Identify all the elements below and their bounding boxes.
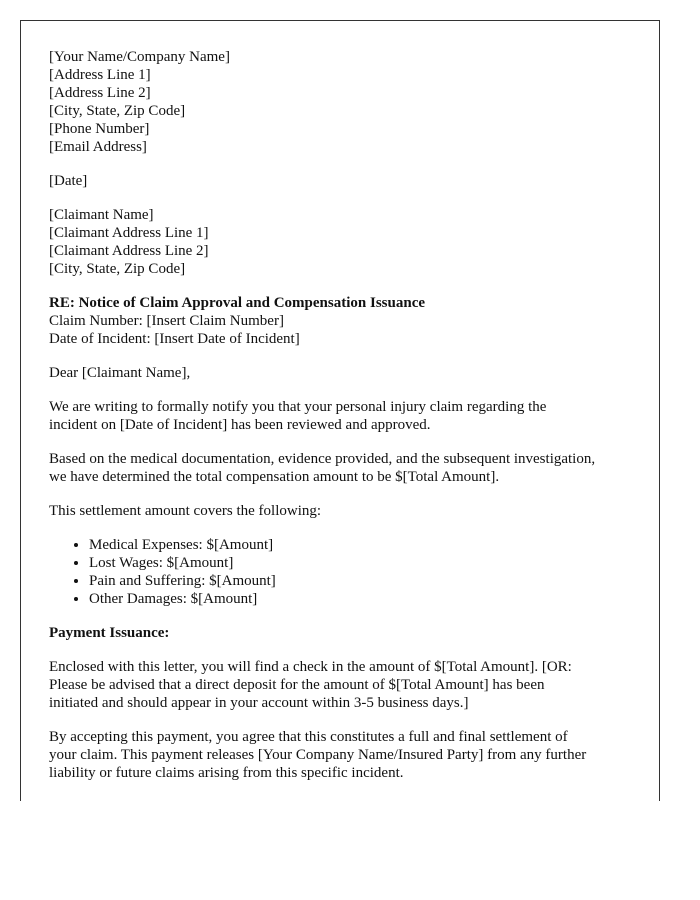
text-line: liability or future claims arising from this specific incident. xyxy=(49,765,404,781)
text-line: By accepting this payment, you agree that this constitutes a full and final settlement of xyxy=(49,729,568,745)
paragraph-payment xyxy=(49,658,659,712)
paragraph-release xyxy=(49,728,659,782)
text-line: initiated and should appear in your account within 3-5 business days.] xyxy=(49,695,469,711)
recipient-line: [City, State, Zip Code] xyxy=(49,261,186,277)
paragraph-approval xyxy=(49,398,659,434)
sender-line: [Email Address] xyxy=(49,139,147,155)
sender-line: [Your Name/Company Name] xyxy=(49,49,230,65)
text-line: We are writing to formally notify you that your personal injury claim regarding the xyxy=(49,399,547,415)
letter-date: [Date] xyxy=(49,173,88,189)
paragraph-compensation xyxy=(49,450,659,486)
payment-heading-text: Payment Issuance: xyxy=(49,625,170,641)
recipient-line: [Claimant Name] xyxy=(49,207,154,223)
list-item: • Lost Wages: $[Amount] xyxy=(89,554,659,572)
text-line: your claim. This payment releases [Your Company Name/Insured Party] from any further xyxy=(49,747,587,763)
sender-line: [City, State, Zip Code] xyxy=(49,103,186,119)
text-line: incident on [Date of Incident] has been reviewed and approved. xyxy=(49,417,431,433)
letter-page xyxy=(20,20,660,801)
list-item: • Pain and Suffering: $[Amount] xyxy=(89,572,659,590)
text-line: Enclosed with this letter, you will find a check in the amount of $[Total Amount]. [OR: xyxy=(49,659,572,675)
sender-block xyxy=(49,48,659,156)
paragraph-covers: This settlement amount covers the following: xyxy=(49,503,322,519)
list-item: • Other Damages: $[Amount] xyxy=(89,590,659,608)
recipient-block xyxy=(49,206,659,278)
text-line: Based on the medical documentation, evidence provided, and the subsequent investigation, xyxy=(49,451,596,467)
recipient-line: [Claimant Address Line 1] xyxy=(49,225,209,241)
recipient-line: [Claimant Address Line 2] xyxy=(49,243,209,259)
date-of-incident: Date of Incident: [Insert Date of Incident] xyxy=(49,331,300,347)
claim-number: Claim Number: [Insert Claim Number] xyxy=(49,313,284,329)
text-line: we have determined the total compensation amount to be $[Total Amount]. xyxy=(49,469,500,485)
text-line: Please be advised that a direct deposit for the amount of $[Total Amount] has been xyxy=(49,677,545,693)
re-subject: RE: Notice of Claim Approval and Compensation Issuance xyxy=(49,295,426,311)
settlement-items-list xyxy=(49,536,659,608)
sender-line: [Address Line 1] xyxy=(49,67,151,83)
sender-line: [Address Line 2] xyxy=(49,85,151,101)
re-block xyxy=(49,294,659,348)
list-item: • Medical Expenses: $[Amount] xyxy=(89,536,659,554)
payment-heading xyxy=(49,624,659,642)
sender-line: [Phone Number] xyxy=(49,121,150,137)
salutation: Dear [Claimant Name], xyxy=(49,365,191,381)
